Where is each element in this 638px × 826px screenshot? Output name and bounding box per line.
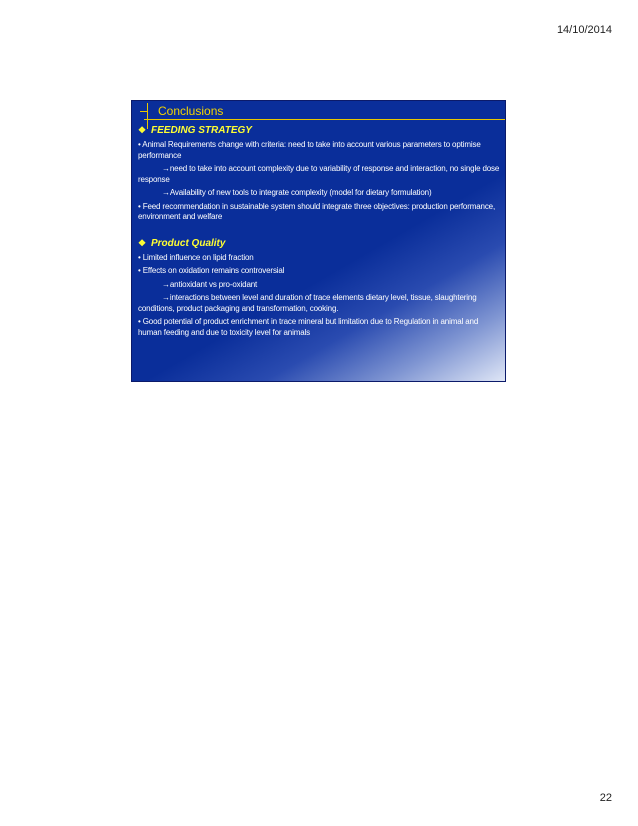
section-spacer: [138, 226, 502, 238]
bullet-paragraph: • Animal Requirements change with criteria: need to take into account various parameters to optimise performance: [138, 140, 481, 160]
diamond-bullet-icon: ❖: [138, 125, 147, 135]
slide-title-bar: [144, 103, 504, 118]
page-date: 14/10/2014: [556, 24, 612, 36]
slide-content: [138, 125, 502, 341]
arrow-paragraph: →interactions between level and duration of trace elements dietary level, tissue, slaughtering conditions, product packaging and transformation, cooking.: [138, 293, 477, 313]
bullet-paragraph: • Effects on oxidation remains controversial: [138, 266, 285, 275]
bullet-paragraph: • Good potential of product enrichment in trace mineral but limitation due to Regulation in animal and human feeding and due to toxicity level for animals: [138, 317, 479, 337]
page-number: 22: [599, 792, 612, 804]
slide-title: Conclusions: [158, 104, 224, 118]
title-decoration-underline: [144, 119, 506, 120]
section-heading-text: FEEDING STRATEGY: [151, 125, 252, 136]
arrow-paragraph: →need to take into account complexity due to variability of response and interaction, no single dose response: [138, 164, 500, 184]
arrow-paragraph: →Availability of new tools to integrate complexity (model for dietary formulation): [162, 188, 432, 197]
section-heading-product-quality: [138, 238, 502, 249]
section-heading-feeding-strategy: [138, 125, 502, 136]
slide: [131, 100, 506, 382]
bullet-paragraph: • Feed recommendation in sustainable system should integrate three objectives: production performance, environment and welfare: [138, 201, 496, 221]
bullet-paragraph: • Limited influence on lipid fraction: [138, 252, 254, 262]
section-heading-text: Product Quality: [151, 237, 226, 249]
title-decoration-tick: [140, 111, 148, 112]
arrow-paragraph: →antioxidant vs pro-oxidant: [162, 279, 258, 289]
diamond-bullet-icon: ❖: [138, 237, 147, 248]
